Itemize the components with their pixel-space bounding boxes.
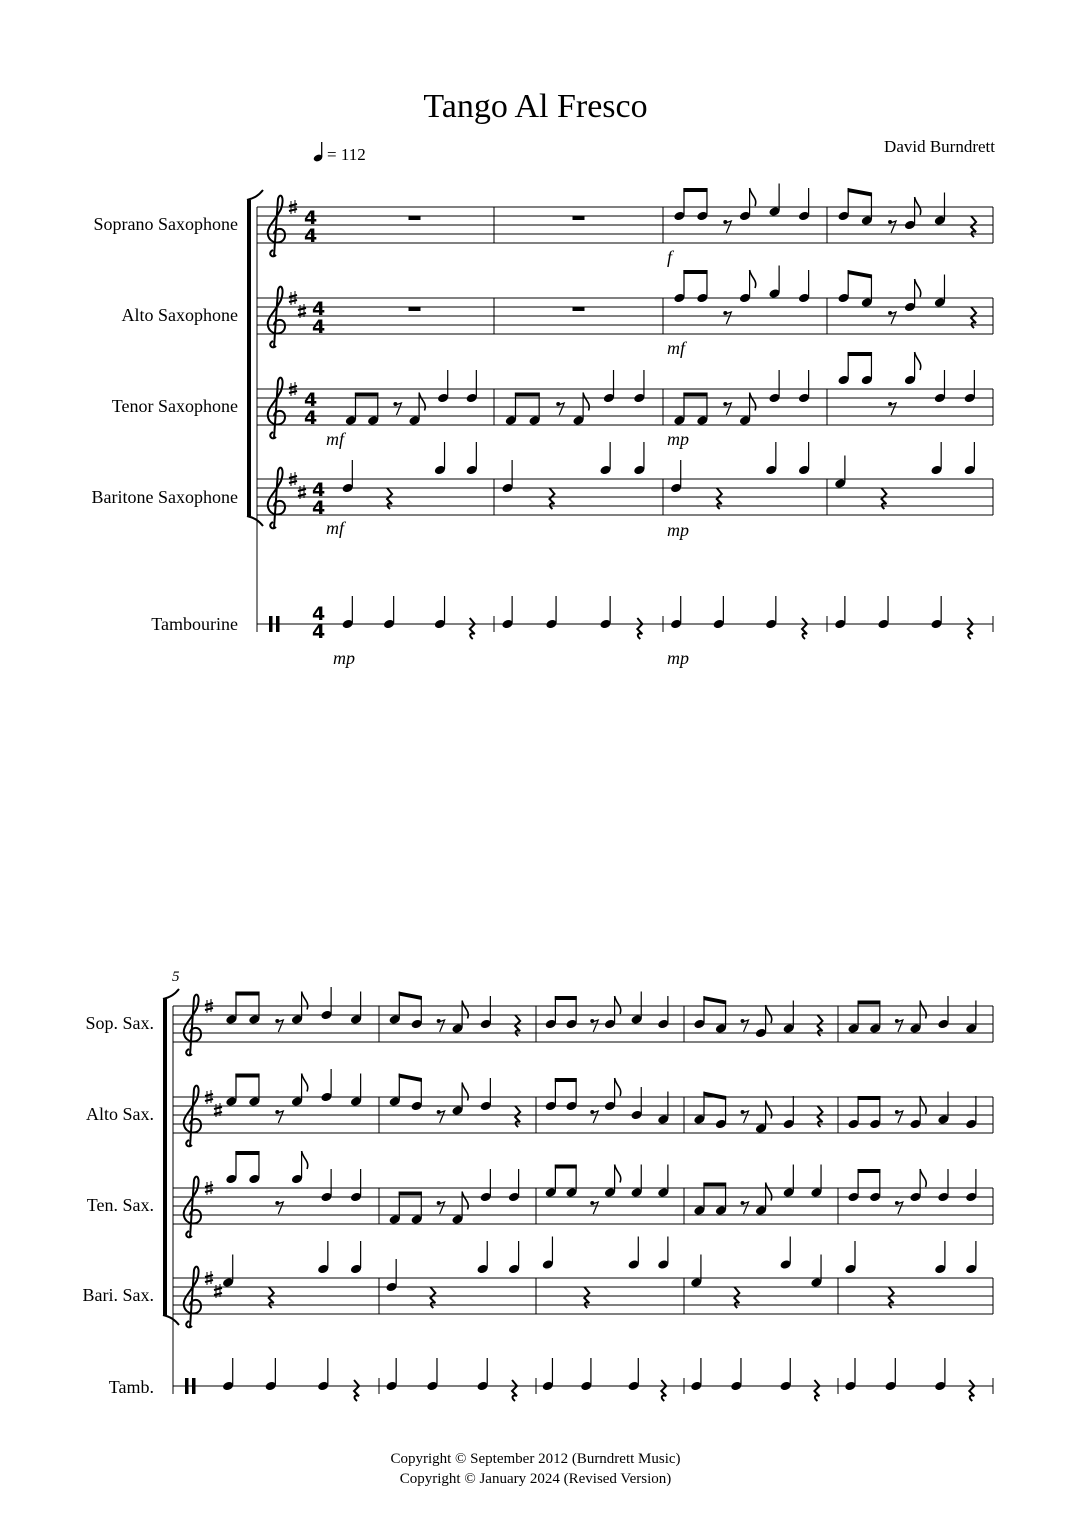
flag bbox=[302, 1151, 308, 1169]
bracket-hook bbox=[163, 989, 179, 999]
beam bbox=[555, 996, 577, 1000]
beam bbox=[399, 1192, 422, 1196]
instrument-name-alto: Alto Saxophone bbox=[121, 305, 238, 325]
quarter-rest-icon bbox=[354, 1380, 359, 1401]
time-signature-top: 4 bbox=[304, 207, 318, 229]
beam bbox=[683, 393, 707, 397]
time-signature-bottom: 4 bbox=[312, 621, 326, 643]
flag bbox=[615, 996, 621, 1014]
time-signature-top: 4 bbox=[312, 603, 326, 625]
beam bbox=[703, 1183, 726, 1187]
beam bbox=[848, 270, 872, 279]
treble-clef-icon bbox=[184, 1177, 201, 1238]
beam bbox=[703, 996, 726, 1005]
treble-clef-icon bbox=[184, 1086, 201, 1147]
bracket-hook bbox=[247, 190, 263, 200]
dynamic-baritone-m3: mp bbox=[667, 520, 689, 540]
eighth-rest-icon bbox=[590, 1201, 598, 1214]
eighth-rest-icon bbox=[888, 220, 896, 233]
treble-clef-icon bbox=[268, 196, 285, 257]
beam bbox=[399, 992, 422, 1001]
beam bbox=[683, 188, 707, 192]
instrument-name-tambourine: Tambourine bbox=[151, 614, 238, 634]
flag bbox=[750, 270, 756, 288]
eighth-rest-icon bbox=[590, 1110, 598, 1123]
flag bbox=[462, 1192, 468, 1210]
instrument-name-soprano: Soprano Saxophone bbox=[93, 214, 238, 234]
instrument-short-baritone: Bari. Sax. bbox=[82, 1285, 154, 1305]
beam bbox=[355, 393, 378, 397]
dynamic-baritone-m1: mf bbox=[326, 518, 344, 538]
flag bbox=[750, 188, 756, 206]
treble-clef-icon bbox=[268, 287, 285, 348]
flag bbox=[920, 1096, 926, 1114]
beam bbox=[848, 188, 872, 197]
eighth-rest-icon bbox=[393, 402, 401, 415]
instrument-short-soprano: Sop. Sax. bbox=[85, 1013, 154, 1033]
quarter-rest-icon bbox=[637, 618, 642, 639]
eighth-rest-icon bbox=[888, 402, 896, 415]
instrument-short-tambourine: Tamb. bbox=[108, 1377, 154, 1397]
quarter-rest-icon bbox=[968, 618, 973, 639]
flag bbox=[915, 197, 921, 215]
beam bbox=[848, 352, 872, 356]
flag bbox=[302, 992, 308, 1010]
composer: David Burndrett bbox=[884, 137, 995, 156]
quarter-rest-icon bbox=[802, 618, 807, 639]
beam bbox=[858, 1169, 881, 1173]
beam bbox=[235, 1074, 259, 1078]
dynamic-tenor-m3: mp bbox=[667, 429, 689, 449]
beam bbox=[683, 270, 707, 274]
flag bbox=[766, 1183, 772, 1201]
time-signature-top: 4 bbox=[312, 479, 326, 501]
bracket-hook bbox=[247, 516, 263, 526]
time-signature-bottom: 4 bbox=[312, 316, 326, 338]
beam bbox=[858, 1096, 881, 1100]
eighth-rest-icon bbox=[275, 1110, 283, 1123]
time-signature-bottom: 4 bbox=[304, 407, 318, 429]
eighth-rest-icon bbox=[275, 1019, 283, 1032]
dynamic-tambourine-m1: mp bbox=[333, 648, 355, 668]
eighth-rest-icon bbox=[723, 402, 731, 415]
eighth-rest-icon bbox=[741, 1019, 749, 1032]
eighth-rest-icon bbox=[741, 1201, 749, 1214]
flag bbox=[750, 393, 756, 411]
treble-clef-icon bbox=[268, 468, 285, 529]
flag bbox=[302, 1074, 308, 1092]
eighth-rest-icon bbox=[590, 1019, 598, 1032]
copyright-line-1: Copyright © September 2012 (Burndrett Music) bbox=[390, 1451, 681, 1467]
score-title: Tango Al Fresco bbox=[423, 88, 648, 125]
instrument-name-tenor: Tenor Saxophone bbox=[111, 396, 238, 416]
flag bbox=[766, 1005, 772, 1023]
quarter-rest-icon bbox=[969, 1380, 974, 1401]
beam bbox=[515, 393, 540, 397]
tempo-value: = 112 bbox=[327, 145, 366, 164]
copyright-line-2: Copyright © January 2024 (Revised Version) bbox=[399, 1471, 672, 1487]
flag bbox=[920, 1001, 926, 1019]
whole-rest-icon bbox=[409, 307, 421, 311]
flag bbox=[615, 1165, 621, 1183]
flag bbox=[615, 1078, 621, 1096]
whole-rest-icon bbox=[573, 307, 585, 311]
beam bbox=[555, 1165, 577, 1169]
flag bbox=[462, 1001, 468, 1019]
quarter-rest-icon bbox=[512, 1380, 517, 1401]
flag bbox=[766, 1101, 772, 1119]
measure-number: 5 bbox=[172, 969, 180, 985]
eighth-rest-icon bbox=[741, 1110, 749, 1123]
eighth-rest-icon bbox=[275, 1201, 283, 1214]
flag bbox=[583, 393, 589, 411]
eighth-rest-icon bbox=[723, 220, 731, 233]
flag bbox=[462, 1083, 468, 1101]
beam bbox=[703, 1092, 726, 1101]
eighth-rest-icon bbox=[437, 1019, 445, 1032]
whole-rest-icon bbox=[573, 216, 585, 220]
dynamic-soprano-m3: f bbox=[667, 247, 673, 267]
beam bbox=[858, 1001, 881, 1005]
beam bbox=[235, 1151, 259, 1155]
eighth-rest-icon bbox=[723, 311, 731, 324]
treble-clef-icon bbox=[184, 1267, 201, 1328]
eighth-rest-icon bbox=[437, 1110, 445, 1123]
eighth-rest-icon bbox=[888, 311, 896, 324]
instrument-short-tenor: Ten. Sax. bbox=[86, 1195, 154, 1215]
instrument-short-alto: Alto Sax. bbox=[85, 1104, 154, 1124]
quarter-rest-icon bbox=[470, 618, 475, 639]
dynamic-tenor-m1: mf bbox=[326, 429, 344, 449]
instrument-name-baritone: Baritone Saxophone bbox=[91, 487, 238, 507]
dynamic-tambourine-m3: mp bbox=[667, 648, 689, 668]
flag bbox=[419, 393, 425, 411]
eighth-rest-icon bbox=[895, 1201, 903, 1214]
eighth-rest-icon bbox=[556, 402, 564, 415]
time-signature-top: 4 bbox=[312, 298, 326, 320]
flag bbox=[920, 1169, 926, 1187]
time-signature-top: 4 bbox=[304, 389, 318, 411]
treble-clef-icon bbox=[268, 378, 285, 439]
beam bbox=[399, 1074, 422, 1083]
flag bbox=[915, 279, 921, 297]
dynamic-alto-m3: mf bbox=[667, 338, 685, 358]
beam bbox=[555, 1078, 577, 1082]
beam bbox=[235, 992, 259, 996]
bracket-hook bbox=[163, 1315, 179, 1325]
eighth-rest-icon bbox=[895, 1110, 903, 1123]
quarter-rest-icon bbox=[814, 1380, 819, 1401]
whole-rest-icon bbox=[409, 216, 421, 220]
treble-clef-icon bbox=[184, 995, 201, 1056]
time-signature-bottom: 4 bbox=[312, 497, 326, 519]
eighth-rest-icon bbox=[437, 1201, 445, 1214]
eighth-rest-icon bbox=[895, 1019, 903, 1032]
copyright-footer bbox=[0, 1449, 1071, 1489]
quarter-rest-icon bbox=[661, 1380, 666, 1401]
time-signature-bottom: 4 bbox=[304, 225, 318, 247]
flag bbox=[915, 352, 921, 370]
